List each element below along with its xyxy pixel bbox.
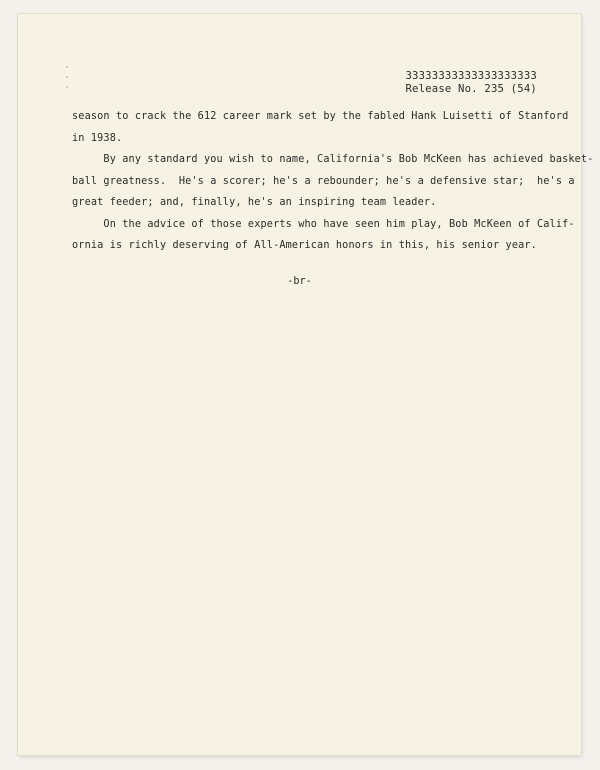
- staple-hole-mark: [66, 86, 68, 88]
- text-line: ornia is richly deserving of All-American honors in this, his senior year.: [72, 240, 537, 251]
- document-page: [18, 14, 594, 755]
- typist-initials: -br-: [287, 276, 312, 287]
- page-marker: 33333333333333333333: [405, 70, 537, 82]
- staple-hole-mark: [66, 66, 68, 68]
- text-line: season to crack the 612 career mark set by the fabled Hank Luisetti of Stanford: [72, 111, 569, 122]
- text-line: On the advice of those experts who have seen him play, Bob McKeen of Calif-: [72, 218, 575, 230]
- release-number: Release No. 235 (54): [405, 83, 537, 95]
- text-line: great feeder; and, finally, he's an inspiring team leader.: [72, 197, 437, 208]
- text-line: ball greatness. He's a scorer; he's a rebounder; he's a defensive star; he's a: [72, 175, 575, 187]
- staple-hole-mark: [66, 76, 68, 78]
- release-header: [405, 70, 537, 96]
- text-line: By any standard you wish to name, California's Bob McKeen has achieved basket-: [72, 154, 594, 165]
- press-release-body: [72, 111, 594, 262]
- text-line: in 1938.: [72, 132, 123, 144]
